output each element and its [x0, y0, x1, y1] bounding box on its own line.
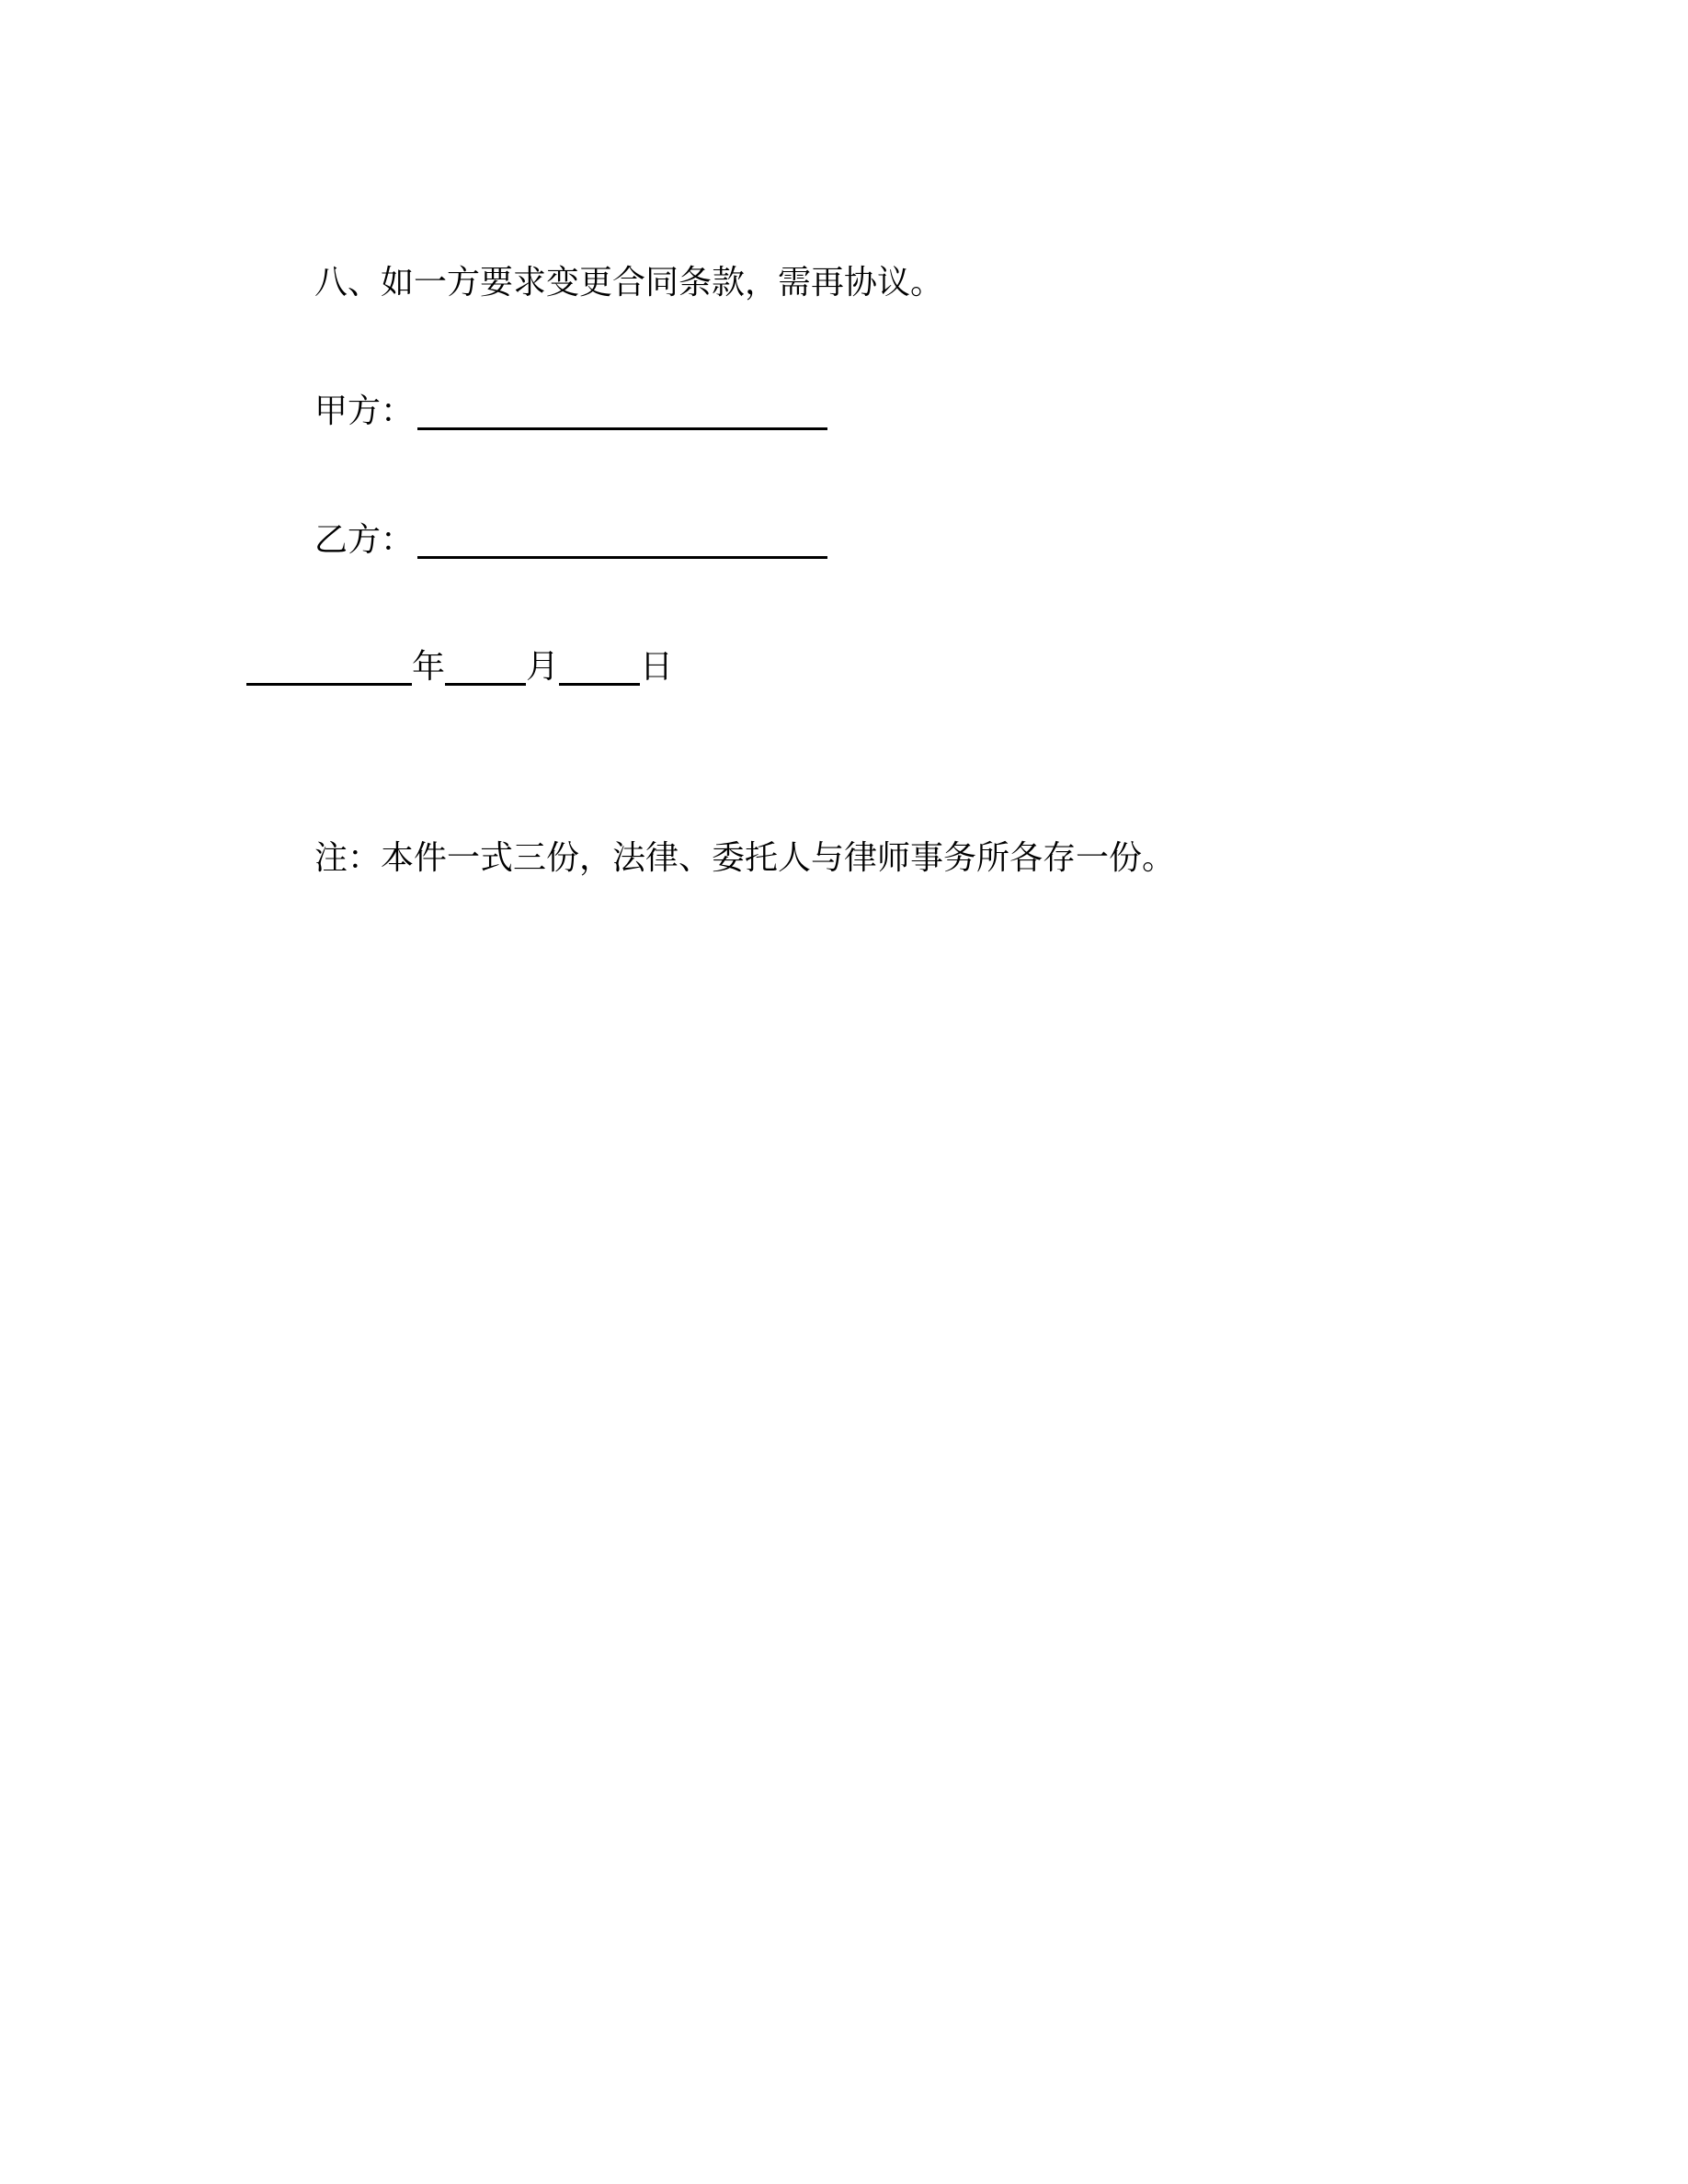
note-text: 注：本件一式三份，法律、委托人与律师事务所各存一份。 — [314, 839, 1176, 877]
day-blank — [559, 648, 640, 686]
party-a-signature-line — [314, 392, 827, 432]
day-label: 日 — [640, 648, 674, 686]
party-b-signature-line — [314, 520, 827, 561]
month-label: 月 — [526, 648, 560, 686]
party-b-blank — [417, 521, 827, 559]
month-blank — [445, 648, 526, 686]
note — [314, 838, 1175, 879]
clause-eight — [314, 263, 943, 303]
clause-eight-text: 八、如一方要求变更合同条款，需再协议。 — [314, 264, 944, 301]
party-a-blank — [417, 392, 827, 430]
party-a-label: 甲方： — [314, 392, 415, 430]
year-blank — [246, 648, 412, 686]
party-b-label: 乙方： — [314, 521, 415, 559]
year-label: 年 — [412, 648, 446, 686]
date-line — [246, 647, 673, 688]
